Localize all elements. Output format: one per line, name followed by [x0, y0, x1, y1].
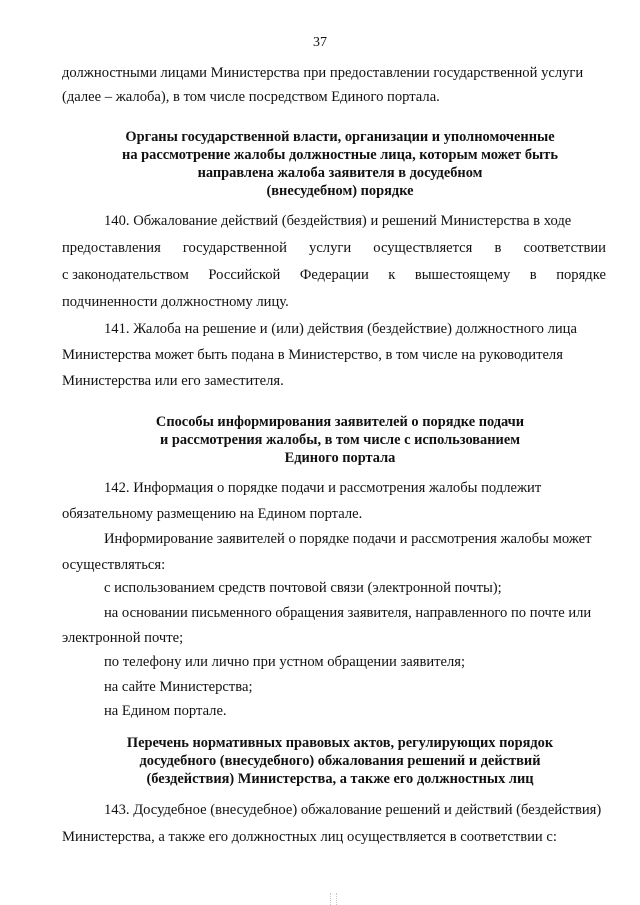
section-heading-line: Органы государственной власти, организации и уполномоченные — [125, 129, 555, 145]
word: предоставления — [62, 240, 161, 256]
word: соответствии — [523, 240, 606, 256]
paragraph-143-line: Министерства, а также его должностных лиц осуществляется в соответствии с: — [62, 829, 557, 845]
section-heading-line: Перечень нормативных правовых актов, регулирующих порядок — [126, 735, 554, 751]
paragraph-140-line — [62, 239, 606, 257]
word: с законодательством — [62, 267, 189, 283]
paragraph-line: Информирование заявителей о порядке подачи и рассмотрения жалобы может — [104, 531, 592, 547]
page-number: 37 — [313, 35, 327, 50]
paragraph-142-line: обязательному размещению на Едином портале. — [62, 506, 363, 522]
word: порядке — [556, 267, 606, 283]
paragraph-140-line — [62, 266, 606, 284]
paragraph-140-line: подчиненности должностному лицу. — [62, 294, 289, 310]
section-heading-line: Способы информирования заявителей о порядке подачи — [155, 414, 525, 430]
scan-mark — [330, 893, 331, 905]
section-heading-line: направлена жалоба заявителя в досудебном — [197, 165, 483, 181]
paragraph-143-line: 143. Досудебное (внесудебное) обжалование решений и действий (бездействия) — [104, 802, 602, 818]
word: государственной — [182, 240, 287, 256]
word: Федерации — [299, 267, 369, 283]
word: осуществляется — [373, 240, 473, 256]
paragraph-141-line: Министерства или его заместителя. — [62, 373, 284, 389]
word: в — [529, 267, 537, 283]
list-item-continuation: электронной почте; — [62, 630, 184, 646]
list-item: по телефону или лично при устном обращении заявителя; — [104, 654, 466, 670]
text-line: должностными лицами Министерства при предоставлении государственной услуги — [62, 65, 584, 81]
section-heading-line: (бездействия) Министерства, а также его должностных лиц — [146, 771, 534, 787]
word: к — [388, 267, 396, 283]
word: Российской — [208, 267, 281, 283]
section-heading-line: (внесудебном) порядке — [266, 183, 414, 199]
paragraph-142-line: 142. Информация о порядке подачи и рассмотрения жалобы подлежит — [104, 480, 542, 496]
section-heading-line: Единого портала — [284, 450, 396, 466]
paragraph-line: осуществляться: — [62, 557, 166, 573]
word: вышестоящему — [414, 267, 511, 283]
word: услуги — [309, 240, 352, 256]
list-item: на Едином портале. — [104, 703, 227, 719]
list-item: на сайте Министерства; — [104, 679, 253, 695]
list-item: с использованием средств почтовой связи (электронной почты); — [104, 580, 502, 596]
paragraph-140-line: 140. Обжалование действий (бездействия) и решений Министерства в ходе — [104, 213, 572, 229]
section-heading-line: и рассмотрения жалобы, в том числе с использованием — [159, 432, 521, 448]
paragraph-141-line: 141. Жалоба на решение и (или) действия (бездействие) должностного лица — [104, 321, 577, 337]
section-heading-line: досудебного (внесудебного) обжалования решений и действий — [139, 753, 541, 769]
word: в — [494, 240, 502, 256]
text-line: (далее – жалоба), в том числе посредством Единого портала. — [62, 89, 440, 105]
paragraph-141-line: Министерства может быть подана в Министерство, в том числе на руководителя — [62, 347, 563, 363]
scan-mark — [336, 893, 337, 905]
section-heading-line: на рассмотрение жалобы должностные лица, которым может быть — [122, 147, 558, 163]
list-item: на основании письменного обращения заявителя, направленного по почте или — [104, 605, 592, 621]
